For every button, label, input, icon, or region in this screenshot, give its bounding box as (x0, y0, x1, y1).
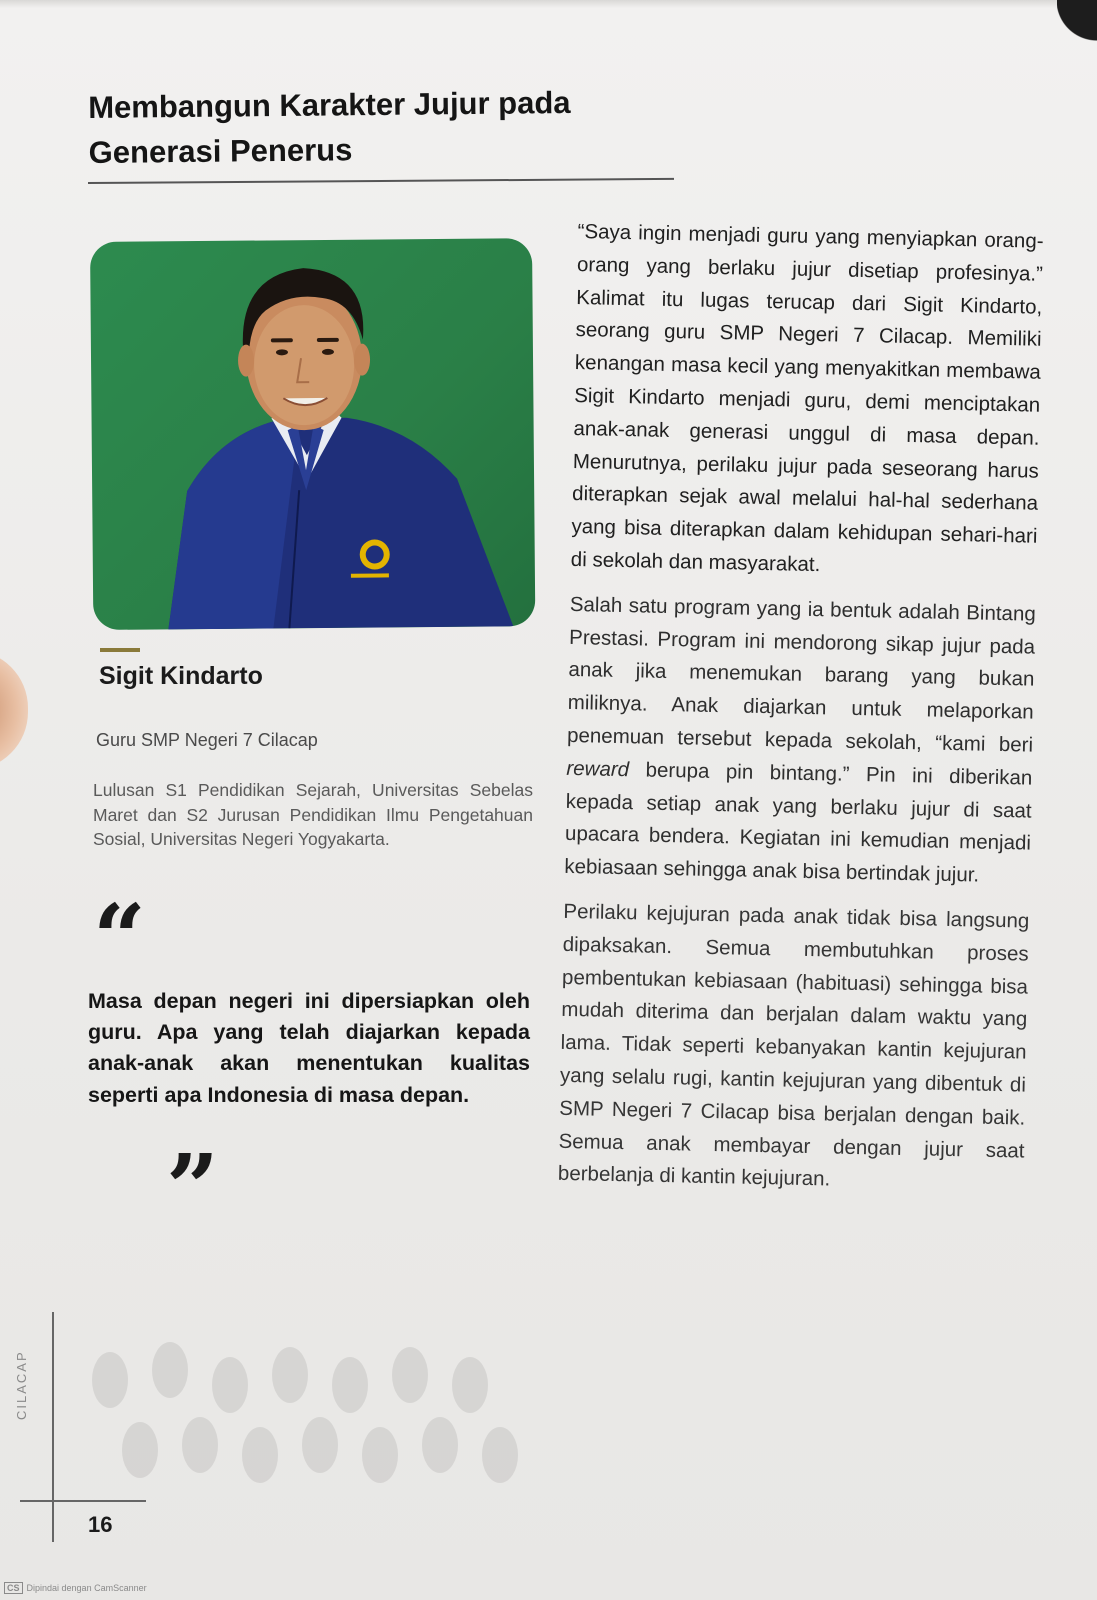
profile-role: Guru SMP Negeri 7 Cilacap (96, 730, 318, 750)
pullquote-text: Masa depan negeri ini dipersiapkan oleh guru. Apa yang telah diajarkan kepada anak-anak akan menentukan kualitas seperti apa Indonesia di masa depan. (88, 989, 530, 1107)
page-corner-shadow (1057, 0, 1097, 60)
scanner-text: Dipindai dengan CamScanner (26, 1583, 147, 1593)
top-bleed (0, 0, 1097, 8)
body-paragraph-2-emphasis: reward (566, 756, 630, 781)
side-section-label: CILACAP (14, 1350, 29, 1420)
body-paragraph-2-part-a: Salah satu program yang ia bentuk adalah Bintang Prestasi. Program ini mendorong sikap jujur pada anak jika menemukan barang yang bukan miliknya. Anak diajarkan untuk melaporkan penemuan tersebut kepada sekolah, “kami beri (566, 592, 1037, 757)
name-accent-bar (100, 648, 140, 652)
body-paragraph-2-part-b: berupa pin bintang.” Pin ini diberikan kepada setiap anak yang berlaku jujur di saat upacara bendera. Kegiatan ini kemudian menjadi kebiasaan sehingga anak bisa bertindak jujur. (564, 757, 1033, 887)
profile-education: Lulusan S1 Pendidikan Sejarah, Universitas Sebelas Maret dan S2 Jurusan Pendidikan Ilmu Pengetahuan Sosial, Universitas Negeri Yogyakarta. (93, 780, 533, 849)
side-rule (52, 1312, 54, 1542)
bottom-rule (20, 1500, 146, 1502)
body-paragraph-3: Perilaku kejujuran pada anak tidak bisa langsung dipaksakan. Semua membutuhkan proses pembentukan kebiasaan (habituasi) sehingga bisa mudah diterima dan berjalan dalam waktu yang lama. Tidak seperti kebanyakan kantin kejujuran yang selalu rugi, kantin kejujuran yang dibentuk di SMP Negeri 7 Cilacap bisa berjalan dengan baik. Semua anak membayar dengan jujur saat berbelanja di kantin kejujuran. (557, 899, 1030, 1191)
article-title (88, 80, 689, 176)
portrait-illustration (90, 238, 535, 630)
thumb-edge (0, 650, 28, 770)
scanner-badge: CS (4, 1582, 23, 1594)
title-line-1: Membangun Karakter Jujur pada (88, 84, 571, 125)
open-quote-mark: “ (93, 884, 146, 992)
close-quote-mark: ” (166, 1134, 219, 1242)
profile-name: Sigit Kindarto (99, 662, 263, 690)
decorative-pattern (80, 1340, 530, 1490)
title-line-2: Generasi Penerus (88, 132, 353, 170)
scanner-watermark (4, 1582, 147, 1594)
portrait-photo (90, 238, 535, 630)
article-body (557, 216, 1044, 1213)
page-number: 16 (88, 1512, 113, 1537)
body-paragraph-2 (564, 589, 1036, 894)
title-underline (88, 178, 674, 184)
body-paragraph-1: “Saya ingin menjadi guru yang menyiapkan orang-orang yang berlaku jujur disetiap profesinya.” Kalimat itu lugas terucap dari Sigit Kindarto, seorang guru SMP Negeri 7 Cilacap. Memiliki kenangan masa kecil yang menyakitkan membawa Sigit Kindarto menjadi guru, demi menciptakan anak-anak generasi unggul di masa depan. Menurutnya, perilaku jujur pada seseorang harus diterapkan sejak awal melalui hal-hal sederhana yang bisa diterapkan dalam kehidupan sehari-hari di sekolah dan masyarakat. (570, 219, 1044, 577)
